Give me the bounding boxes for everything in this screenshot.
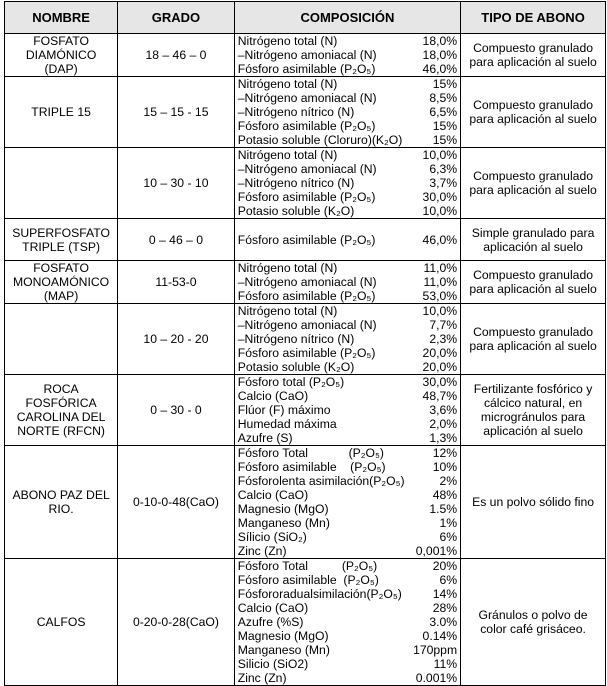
composition-label: Fósforo asimilable (P₂O₅)	[237, 460, 386, 474]
composition-value: 2,3%	[429, 332, 458, 346]
composition-value: 1%	[439, 516, 458, 530]
composition-label: Fósforo asimilable (P₂O₅)	[237, 289, 376, 303]
composition-item	[238, 530, 457, 544]
composition-label: Fósforo asimilable (P₂O₅)	[237, 232, 376, 247]
composition-label: –Nitrógeno amoniacal (N)	[237, 162, 377, 176]
composition-value: 6,5%	[429, 105, 458, 119]
composition-value: 2%	[439, 474, 458, 488]
composition-value: 18,0%	[422, 48, 458, 62]
composition-value: 6,3%	[429, 162, 458, 176]
composition-item	[238, 601, 457, 615]
cell-tipo-abono: Compuesto granulado para aplicación al suelo	[461, 77, 606, 148]
composition-item	[238, 446, 457, 460]
composition-item	[238, 403, 457, 417]
composition-value: 1.5%	[429, 502, 458, 516]
table-row	[5, 34, 606, 77]
composition-value: 10,0%	[422, 304, 458, 318]
composition-label: –Nitrógeno amoniacal (N)	[237, 275, 377, 289]
composition-item	[238, 77, 457, 91]
composition-item	[238, 671, 457, 685]
composition-item	[238, 289, 457, 303]
composition-label: Fósforo asimilable (P₂O₅)	[237, 62, 376, 76]
composition-value: 6%	[439, 573, 458, 587]
composition-value: 15%	[432, 119, 458, 133]
composition-item	[238, 304, 457, 318]
composition-label: –Nitrógeno nítrico (N)	[237, 105, 355, 119]
composition-value: 8,5%	[429, 91, 458, 105]
composition-item	[238, 460, 457, 474]
composition-item	[238, 62, 457, 76]
cell-grado: 11-53-0	[118, 261, 235, 304]
composition-label: Sílicio (SiO₂)	[237, 530, 307, 544]
composition-label: –Nitrógeno nítrico (N)	[237, 176, 355, 190]
composition-value: 15%	[432, 77, 458, 91]
composition-label: Silicio (SiO2)	[237, 657, 309, 671]
composition-value: 20,0%	[422, 346, 458, 360]
cell-nombre	[5, 148, 118, 219]
composition-value: 10%	[432, 460, 458, 474]
composition-item	[238, 318, 457, 332]
cell-composicion	[234, 375, 460, 446]
composition-item	[238, 431, 457, 445]
composition-value: 28%	[432, 601, 458, 615]
composition-label: Nitrógeno total (N)	[237, 148, 338, 162]
cell-nombre: FOSFATO DIAMÓNICO (DAP)	[5, 34, 118, 77]
composition-label: Nitrógeno total (N)	[237, 261, 338, 275]
header-row	[5, 2, 606, 34]
composition-label: –Nitrógeno amoniacal (N)	[237, 48, 377, 62]
cell-tipo-abono: Compuesto granulado para aplicación al suelo	[461, 261, 606, 304]
table-row	[5, 446, 606, 559]
composition-label: Calcio (CaO)	[237, 389, 309, 403]
composition-value: 2,0%	[429, 417, 458, 431]
composition-item	[238, 133, 457, 147]
cell-tipo-abono: Simple granulado para aplicación al suelo	[461, 219, 606, 261]
cell-nombre: SUPERFOSFATO TRIPLE (TSP)	[5, 219, 118, 261]
table-row	[5, 77, 606, 148]
composition-item	[238, 204, 457, 218]
table-row	[5, 375, 606, 446]
table-row	[5, 304, 606, 375]
cell-composicion	[234, 34, 460, 77]
cell-nombre	[5, 304, 118, 375]
composition-item	[238, 162, 457, 176]
cell-tipo-abono: Compuesto granulado para aplicación al suelo	[461, 34, 606, 77]
cell-nombre: TRIPLE 15	[5, 77, 118, 148]
composition-value: 53,0%	[422, 289, 458, 303]
composition-item	[238, 48, 457, 62]
composition-label: Magnesio (MgO)	[237, 502, 329, 516]
cell-composicion	[234, 304, 460, 375]
composition-value: 10,0%	[422, 204, 458, 218]
table-body	[5, 34, 606, 686]
composition-item	[238, 488, 457, 502]
composition-label: Manganeso (Mn)	[237, 516, 330, 530]
composition-value: 48,7%	[422, 389, 458, 403]
header-composicion: COMPOSICIÓN	[234, 2, 460, 34]
composition-label: Fósforo asimilable (P₂O₅)	[237, 573, 379, 587]
cell-composicion	[234, 559, 460, 686]
composition-label: –Nitrógeno amoniacal (N)	[237, 318, 377, 332]
cell-grado: 0-10-0-48(CaO)	[118, 446, 235, 559]
composition-value: 20,0%	[422, 360, 458, 374]
composition-item	[238, 190, 457, 204]
table-row	[5, 219, 606, 261]
cell-nombre: ABONO PAZ DEL RIO.	[5, 446, 118, 559]
composition-item	[238, 105, 457, 119]
composition-label: Zinc (Zn)	[237, 544, 287, 558]
composition-label: Flúor (F) máximo	[237, 403, 331, 417]
composition-value: 46,0%	[422, 232, 458, 247]
composition-label: Nitrógeno total (N)	[237, 77, 338, 91]
composition-label: Nitrógeno total (N)	[237, 304, 338, 318]
composition-value: 18,0%	[422, 34, 458, 48]
cell-tipo-abono: Compuesto granulado para aplicación al suelo	[461, 148, 606, 219]
cell-tipo-abono: Compuesto granulado para aplicación al suelo	[461, 304, 606, 375]
table-row	[5, 148, 606, 219]
composition-label: Fósforo asimilable (P₂O₅)	[237, 190, 376, 204]
table-row	[5, 559, 606, 686]
cell-composicion	[234, 261, 460, 304]
composition-label: Magnesio (MgO)	[237, 629, 329, 643]
composition-label: Fósforo Total (P₂O₅)	[237, 446, 384, 460]
composition-value: 12%	[432, 446, 458, 460]
composition-item	[238, 474, 457, 488]
composition-value: 7,7%	[429, 318, 458, 332]
composition-item	[238, 643, 457, 657]
cell-tipo-abono: Gránulos o polvo de color café grisáceo.	[461, 559, 606, 686]
composition-item	[238, 148, 457, 162]
composition-item	[238, 233, 457, 247]
composition-value: 11,0%	[423, 275, 458, 289]
cell-composicion	[234, 219, 460, 261]
fertilizer-table	[4, 1, 606, 686]
composition-label: Nitrógeno total (N)	[237, 34, 338, 48]
composition-label: Fósforo asimilable (P₂O₅)	[237, 119, 376, 133]
composition-label: Potasio soluble (K₂O)	[237, 360, 355, 374]
cell-grado: 0-20-0-28(CaO)	[118, 559, 235, 686]
composition-item	[238, 360, 457, 374]
cell-tipo-abono: Fertilizante fosfórico y cálcico natural, en microgránulos para aplicación al suelo	[461, 375, 606, 446]
composition-label: Azufre (S)	[237, 431, 293, 445]
composition-value: 3,6%	[429, 403, 458, 417]
composition-label: Calcio (CaO)	[237, 488, 309, 502]
composition-value: 3,7%	[429, 176, 458, 190]
table-header	[5, 2, 606, 34]
composition-value: 3.0%	[429, 615, 458, 629]
cell-grado: 0 – 46 – 0	[118, 219, 235, 261]
cell-nombre: CALFOS	[5, 559, 118, 686]
composition-label: Fósforo Total (P₂O₅)	[237, 559, 378, 573]
composition-item	[238, 502, 457, 516]
composition-value: 11%	[433, 657, 458, 671]
composition-item	[238, 615, 457, 629]
composition-item	[238, 559, 457, 573]
table-row	[5, 261, 606, 304]
composition-item	[238, 375, 457, 389]
composition-label: Zinc (Zn)	[237, 671, 287, 685]
composition-value: 11,0%	[423, 261, 458, 275]
composition-item	[238, 544, 457, 558]
cell-nombre: FOSFATO MONOAMÓNICO (MAP)	[5, 261, 118, 304]
composition-label: Azufre (%S)	[237, 615, 304, 629]
composition-value: 48%	[432, 488, 458, 502]
composition-item	[238, 587, 457, 601]
composition-item	[238, 261, 457, 275]
composition-item	[238, 332, 457, 346]
composition-value: 30,0%	[422, 190, 458, 204]
composition-value: 6%	[439, 530, 458, 544]
composition-item	[238, 119, 457, 133]
composition-item	[238, 573, 457, 587]
cell-grado: 18 – 46 – 0	[118, 34, 235, 77]
composition-label: Humedad máxima	[237, 417, 337, 431]
composition-value: 20%	[432, 559, 458, 573]
composition-value: 1,3%	[429, 431, 458, 445]
composition-label: –Nitrógeno nítrico (N)	[237, 332, 355, 346]
composition-label: Manganeso (Mn)	[237, 643, 330, 657]
composition-item	[238, 629, 457, 643]
cell-grado: 10 – 20 - 20	[118, 304, 235, 375]
header-tipo-abono: TIPO DE ABONO	[461, 2, 606, 34]
composition-value: 0.14%	[422, 629, 458, 643]
composition-value: 0.001%	[415, 671, 458, 685]
composition-item	[238, 516, 457, 530]
header-nombre: NOMBRE	[5, 2, 118, 34]
composition-item	[238, 417, 457, 431]
cell-composicion	[234, 77, 460, 148]
header-grado: GRADO	[118, 2, 235, 34]
composition-label: –Nitrógeno amoniacal (N)	[237, 91, 377, 105]
composition-label: Fósforolenta asimilación(P₂O₅)	[237, 474, 405, 488]
cell-grado: 10 – 30 - 10	[118, 148, 235, 219]
composition-item	[238, 34, 457, 48]
composition-value: 14%	[432, 587, 458, 601]
composition-value: 46,0%	[422, 62, 458, 76]
composition-item	[238, 346, 457, 360]
composition-item	[238, 176, 457, 190]
composition-item	[238, 275, 457, 289]
composition-label: Potasio soluble (K₂O)	[237, 204, 355, 218]
cell-composicion	[234, 148, 460, 219]
composition-item	[238, 389, 457, 403]
composition-value: 170ppm	[413, 643, 458, 657]
composition-label: Potasio soluble (Cloruro)(K₂O)	[237, 133, 403, 147]
composition-label: Fósforo asimilable (P₂O₅)	[237, 346, 376, 360]
cell-grado: 15 – 15 - 15	[118, 77, 235, 148]
composition-value: 0,001%	[415, 544, 458, 558]
composition-label: Fósfororadualsimilación(P₂O₅)	[237, 587, 402, 601]
composition-value: 30,0%	[422, 375, 458, 389]
composition-item	[238, 657, 457, 671]
cell-grado: 0 – 30 - 0	[118, 375, 235, 446]
composition-label: Calcio (CaO)	[237, 601, 309, 615]
composition-value: 10,0%	[422, 148, 458, 162]
cell-composicion	[234, 446, 460, 559]
cell-tipo-abono: Es un polvo sólido fino	[461, 446, 606, 559]
cell-nombre: ROCA FOSFÓRICA CAROLINA DEL NORTE (RFCN)	[5, 375, 118, 446]
composition-label: Fósforo total (P₂O₅)	[237, 375, 345, 389]
composition-value: 15%	[432, 133, 458, 147]
composition-item	[238, 91, 457, 105]
